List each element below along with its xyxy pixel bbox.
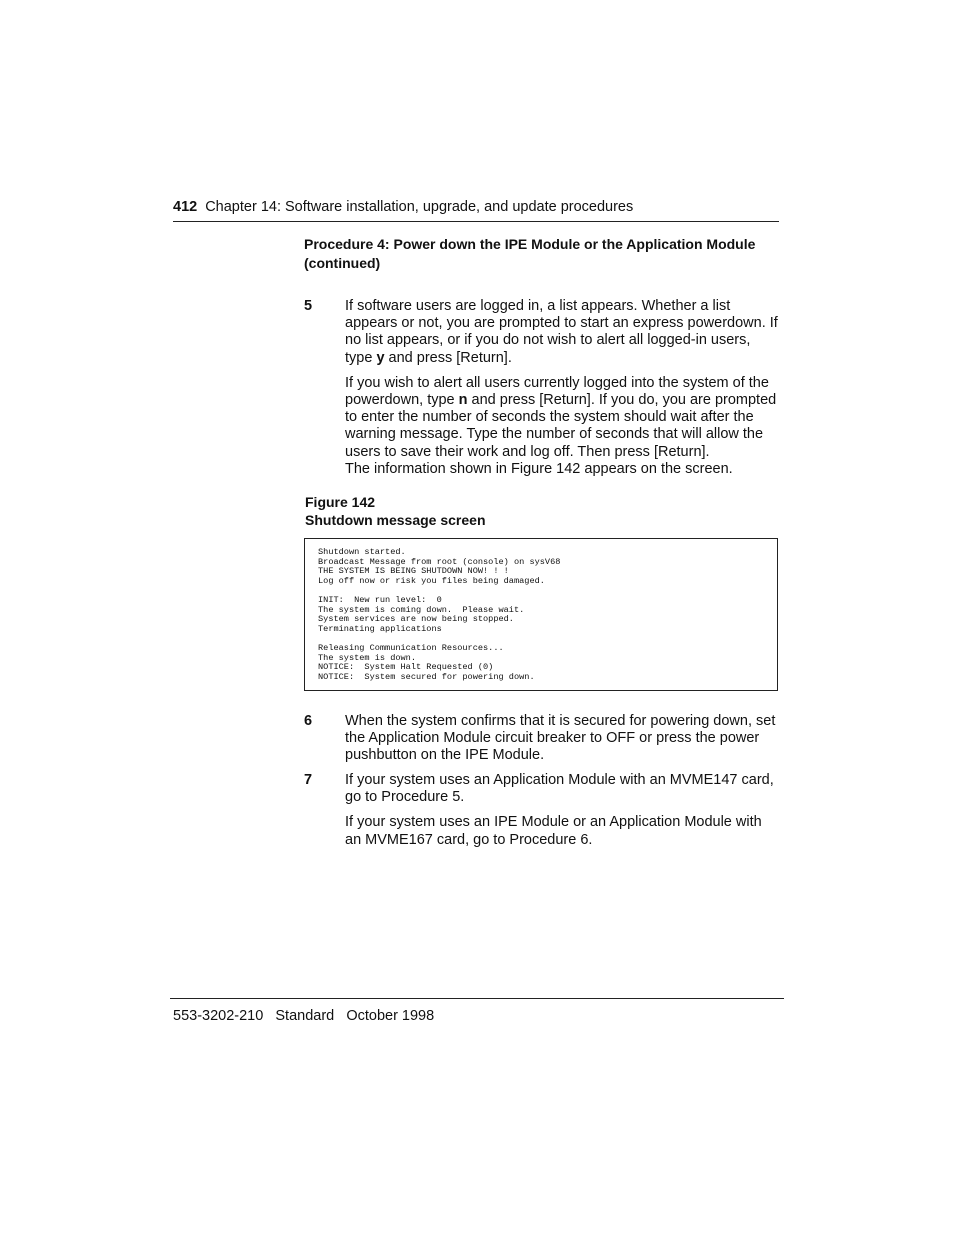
screen-line: System services are now being stopped.: [318, 614, 514, 625]
page-header: [173, 199, 779, 222]
screen-line: INIT: New run level: 0: [318, 594, 442, 605]
page-number: 412: [173, 199, 198, 215]
figure-title: Shutdown message screen: [305, 511, 486, 528]
screen-line: Terminating applications: [318, 623, 442, 634]
step-paragraph: If your system uses an IPE Module or an Application Module with an MVME167 card, go to Procedure 6.: [345, 814, 762, 848]
screen-line: Log off now or risk you files being damaged.: [318, 575, 545, 586]
screen-line: Broadcast Message from root (console) on sysV68: [318, 556, 561, 567]
procedure-title-line1: Procedure 4: Power down the IPE Module or the Application Module: [304, 236, 756, 252]
step-7: [304, 772, 780, 857]
step-text: and press [Return]. If you do, you are prompted to enter the number of seconds the system should wait after the warning message. Type the number of seconds that will allow the users to save their work and log off. Then press [Return].: [345, 392, 777, 460]
step-number: 5: [304, 298, 313, 314]
step-body: [345, 772, 780, 849]
figure-label: Figure 142: [305, 494, 376, 510]
step-key: y: [376, 349, 385, 366]
screen-line: THE SYSTEM IS BEING SHUTDOWN NOW! ! !: [318, 566, 509, 577]
step-text: and press [Return].: [384, 349, 512, 366]
step-paragraph: When the system confirms that it is secured for powering down, set the Application Module circuit breaker to OFF or press the power pushbutton on the IPE Module.: [345, 713, 776, 764]
procedure-title: [304, 235, 774, 273]
procedure-title-line2: (continued): [304, 255, 381, 271]
page-footer: [170, 998, 784, 1024]
step-number: 6: [304, 713, 313, 729]
step-body: [345, 713, 780, 765]
screen-line: Releasing Communication Resources...: [318, 642, 504, 653]
chapter-title: Chapter 14: Software installation, upgrade, and update procedures: [205, 199, 634, 215]
step-number: 7: [304, 772, 313, 788]
step-5: [304, 298, 780, 478]
screen-line: NOTICE: System Halt Requested (0): [318, 662, 494, 673]
step-paragraph: If your system uses an Application Module with an MVME147 card, go to Procedure 5.: [345, 772, 774, 806]
step-paragraph: [345, 298, 780, 367]
step-paragraph: [345, 375, 780, 461]
screen-line: The system is down.: [318, 652, 416, 663]
figure-caption: [305, 494, 486, 529]
step-text: If software users are logged in, a list appears. Whether a list appears or not, you are prompted to start an express powerdown. If no list appears, or if you do not wish to alert all logged-in users, type: [345, 298, 778, 366]
step-text: The information shown in Figure 142 appears on the screen.: [345, 460, 733, 477]
screen-line: Shutdown started.: [318, 547, 406, 557]
shutdown-screen: [304, 538, 778, 691]
step-text: If you wish to alert all users currently logged into the system of the powerdown, type: [345, 374, 769, 409]
screen-line: NOTICE: System secured for powering down.: [318, 671, 535, 682]
step-key: n: [458, 392, 468, 409]
step-body: [345, 298, 780, 478]
step-6: [304, 713, 780, 773]
screen-line: The system is coming down. Please wait.: [318, 604, 525, 615]
footer-text: 553-3202-210 Standard October 1998: [173, 1008, 435, 1024]
